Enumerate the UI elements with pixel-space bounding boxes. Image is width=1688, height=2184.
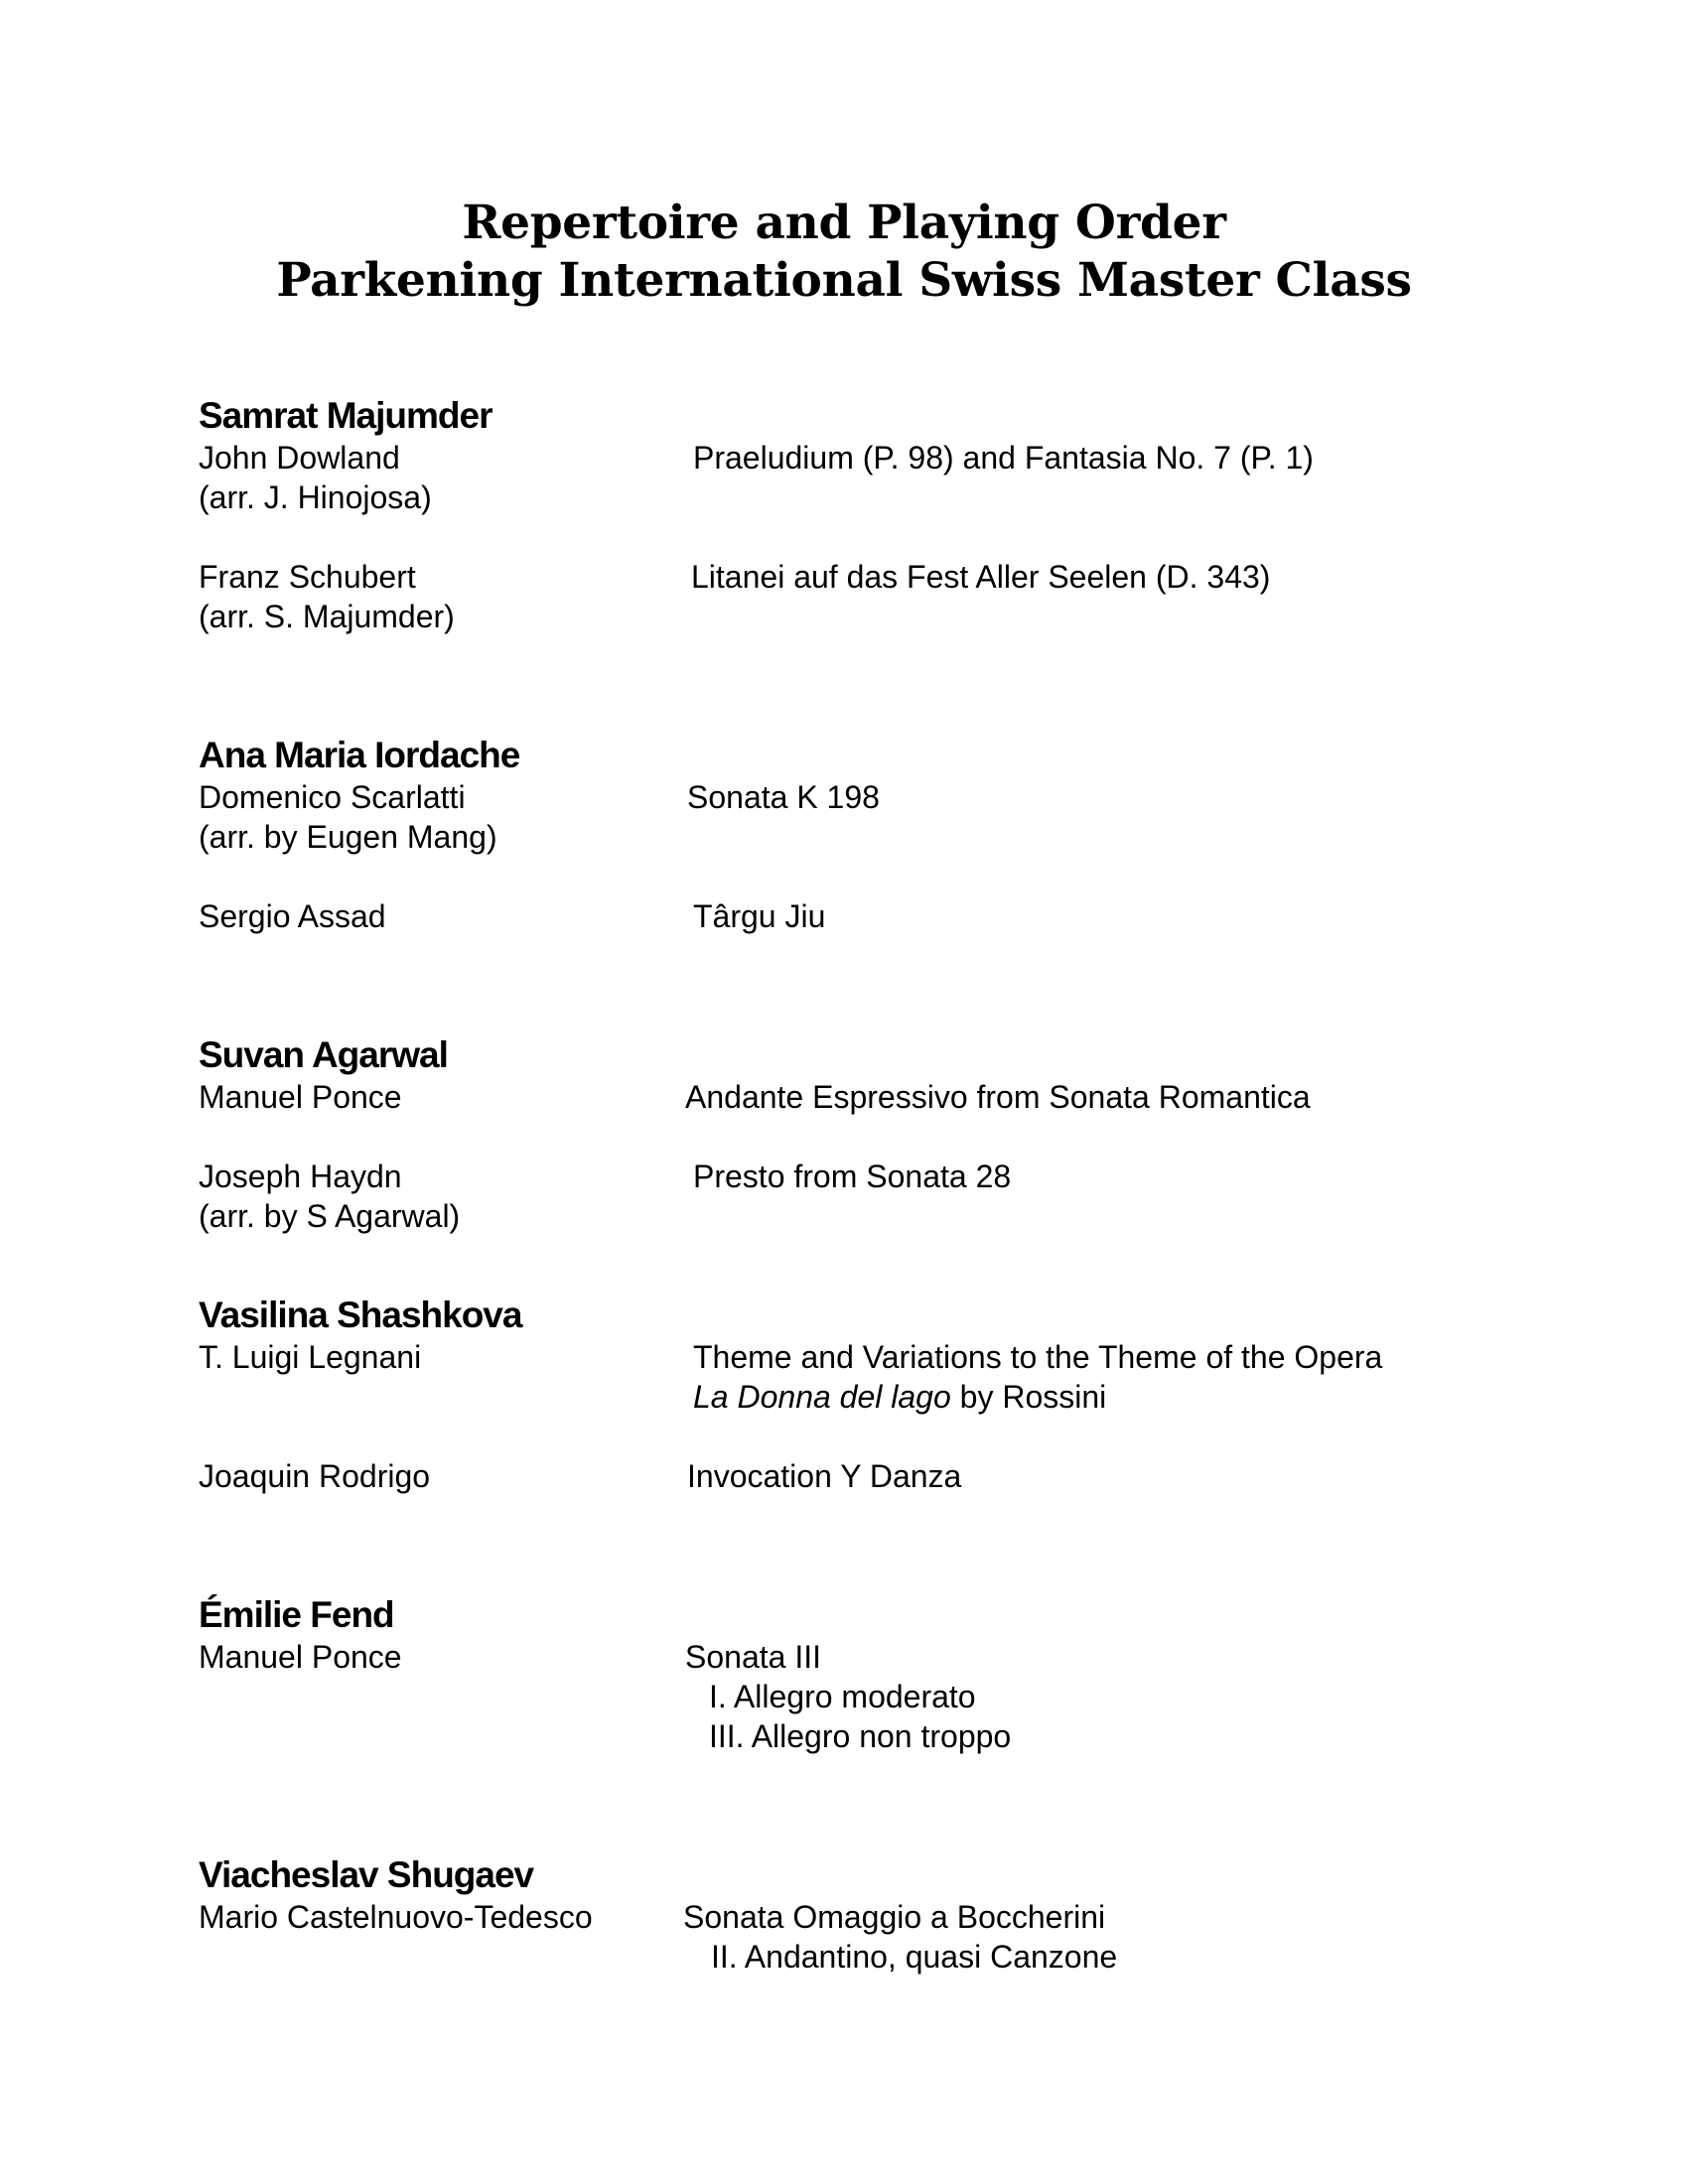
movement: II. Andantino, quasi Canzone	[711, 1939, 1118, 1975]
piece-entry	[199, 1157, 1489, 1236]
performer-section	[199, 393, 1489, 636]
performer-section	[199, 733, 1489, 936]
composer-name: Joaquin Rodrigo	[199, 1458, 431, 1494]
work-title: Sonata K 198	[687, 779, 880, 815]
performer-section	[199, 1852, 1489, 1975]
piece-entry	[199, 438, 1489, 517]
title-line-2: Parkening International Swiss Master Class	[276, 253, 1412, 308]
composer	[199, 1157, 675, 1236]
work-title: Praeludium (P. 98) and Fantasia No. 7 (P. 1)	[693, 440, 1314, 476]
composer	[199, 777, 675, 857]
composer	[199, 438, 675, 517]
work-title: Andante Espressivo from Sonata Romantica	[685, 1079, 1311, 1115]
performer-section	[199, 1293, 1489, 1496]
composer-name: T. Luigi Legnani	[199, 1339, 422, 1375]
work	[693, 896, 1495, 936]
work-title: Invocation Y Danza	[687, 1458, 962, 1494]
work-title: Sonata Omaggio a Boccherini	[683, 1899, 1106, 1935]
opera-title: La Donna del lago	[693, 1379, 951, 1415]
performer-name: Suvan Agarwal	[199, 1034, 448, 1075]
performer-name: Émilie Fend	[199, 1594, 394, 1635]
composer	[199, 1077, 675, 1117]
composer	[199, 1897, 675, 1937]
performer-name: Samrat Majumder	[199, 395, 492, 436]
work	[693, 438, 1495, 478]
composer-name: Franz Schubert	[199, 559, 416, 595]
work	[687, 1456, 1489, 1496]
work	[685, 1077, 1487, 1117]
work	[683, 1897, 1485, 1977]
work	[691, 557, 1493, 597]
composer	[199, 1456, 675, 1496]
arranger: (arr. S. Majumder)	[199, 599, 455, 634]
composer-name: Domenico Scarlatti	[199, 779, 466, 815]
piece-entry	[199, 1077, 1489, 1117]
arranger: (arr. J. Hinojosa)	[199, 479, 432, 515]
work	[685, 1637, 1487, 1756]
piece-entry	[199, 1337, 1489, 1415]
performer-name: Viacheslav Shugaev	[199, 1854, 534, 1895]
composer	[199, 1337, 675, 1377]
piece-entry	[199, 557, 1489, 636]
repertoire-list	[199, 393, 1489, 1975]
piece-entry	[199, 777, 1489, 857]
piece-entry	[199, 896, 1489, 936]
piece-entry	[199, 1456, 1489, 1496]
piece-entry	[199, 1637, 1489, 1754]
piece-entry	[199, 1897, 1489, 1975]
composer-name: Sergio Assad	[199, 898, 386, 934]
composer-name: Mario Castelnuovo-Tedesco	[199, 1899, 593, 1935]
work	[693, 1157, 1495, 1196]
composer-name: John Dowland	[199, 440, 400, 476]
composer-name: Joseph Haydn	[199, 1159, 402, 1194]
work-title: Presto from Sonata 28	[693, 1159, 1012, 1194]
work-title: Litanei auf das Fest Aller Seelen (D. 343)	[691, 559, 1271, 595]
composer	[199, 557, 675, 636]
composer-name: Manuel Ponce	[199, 1079, 402, 1115]
movement: I. Allegro moderato	[709, 1679, 976, 1714]
work	[693, 1337, 1495, 1417]
work-title: Theme and Variations to the Theme of the Opera	[693, 1339, 1383, 1375]
work-title: Târgu Jiu	[693, 898, 826, 934]
composer	[199, 1637, 675, 1677]
title-line-1: Repertoire and Playing Order	[462, 196, 1226, 250]
movement: III. Allegro non troppo	[709, 1718, 1012, 1754]
arranger: (arr. by Eugen Mang)	[199, 819, 497, 855]
performer-name: Ana Maria Iordache	[199, 735, 520, 775]
work-title: Sonata III	[685, 1639, 821, 1675]
composer-name: Manuel Ponce	[199, 1639, 402, 1675]
work	[687, 777, 1489, 817]
composer	[199, 896, 675, 936]
performer-section	[199, 1032, 1489, 1236]
page-title	[0, 195, 1688, 310]
arranger: (arr. by S Agarwal)	[199, 1198, 461, 1234]
performer-name: Vasilina Shashkova	[199, 1295, 522, 1335]
work-suffix: by Rossini	[950, 1379, 1107, 1415]
performer-section	[199, 1592, 1489, 1756]
work-title-continued	[693, 1377, 1495, 1417]
